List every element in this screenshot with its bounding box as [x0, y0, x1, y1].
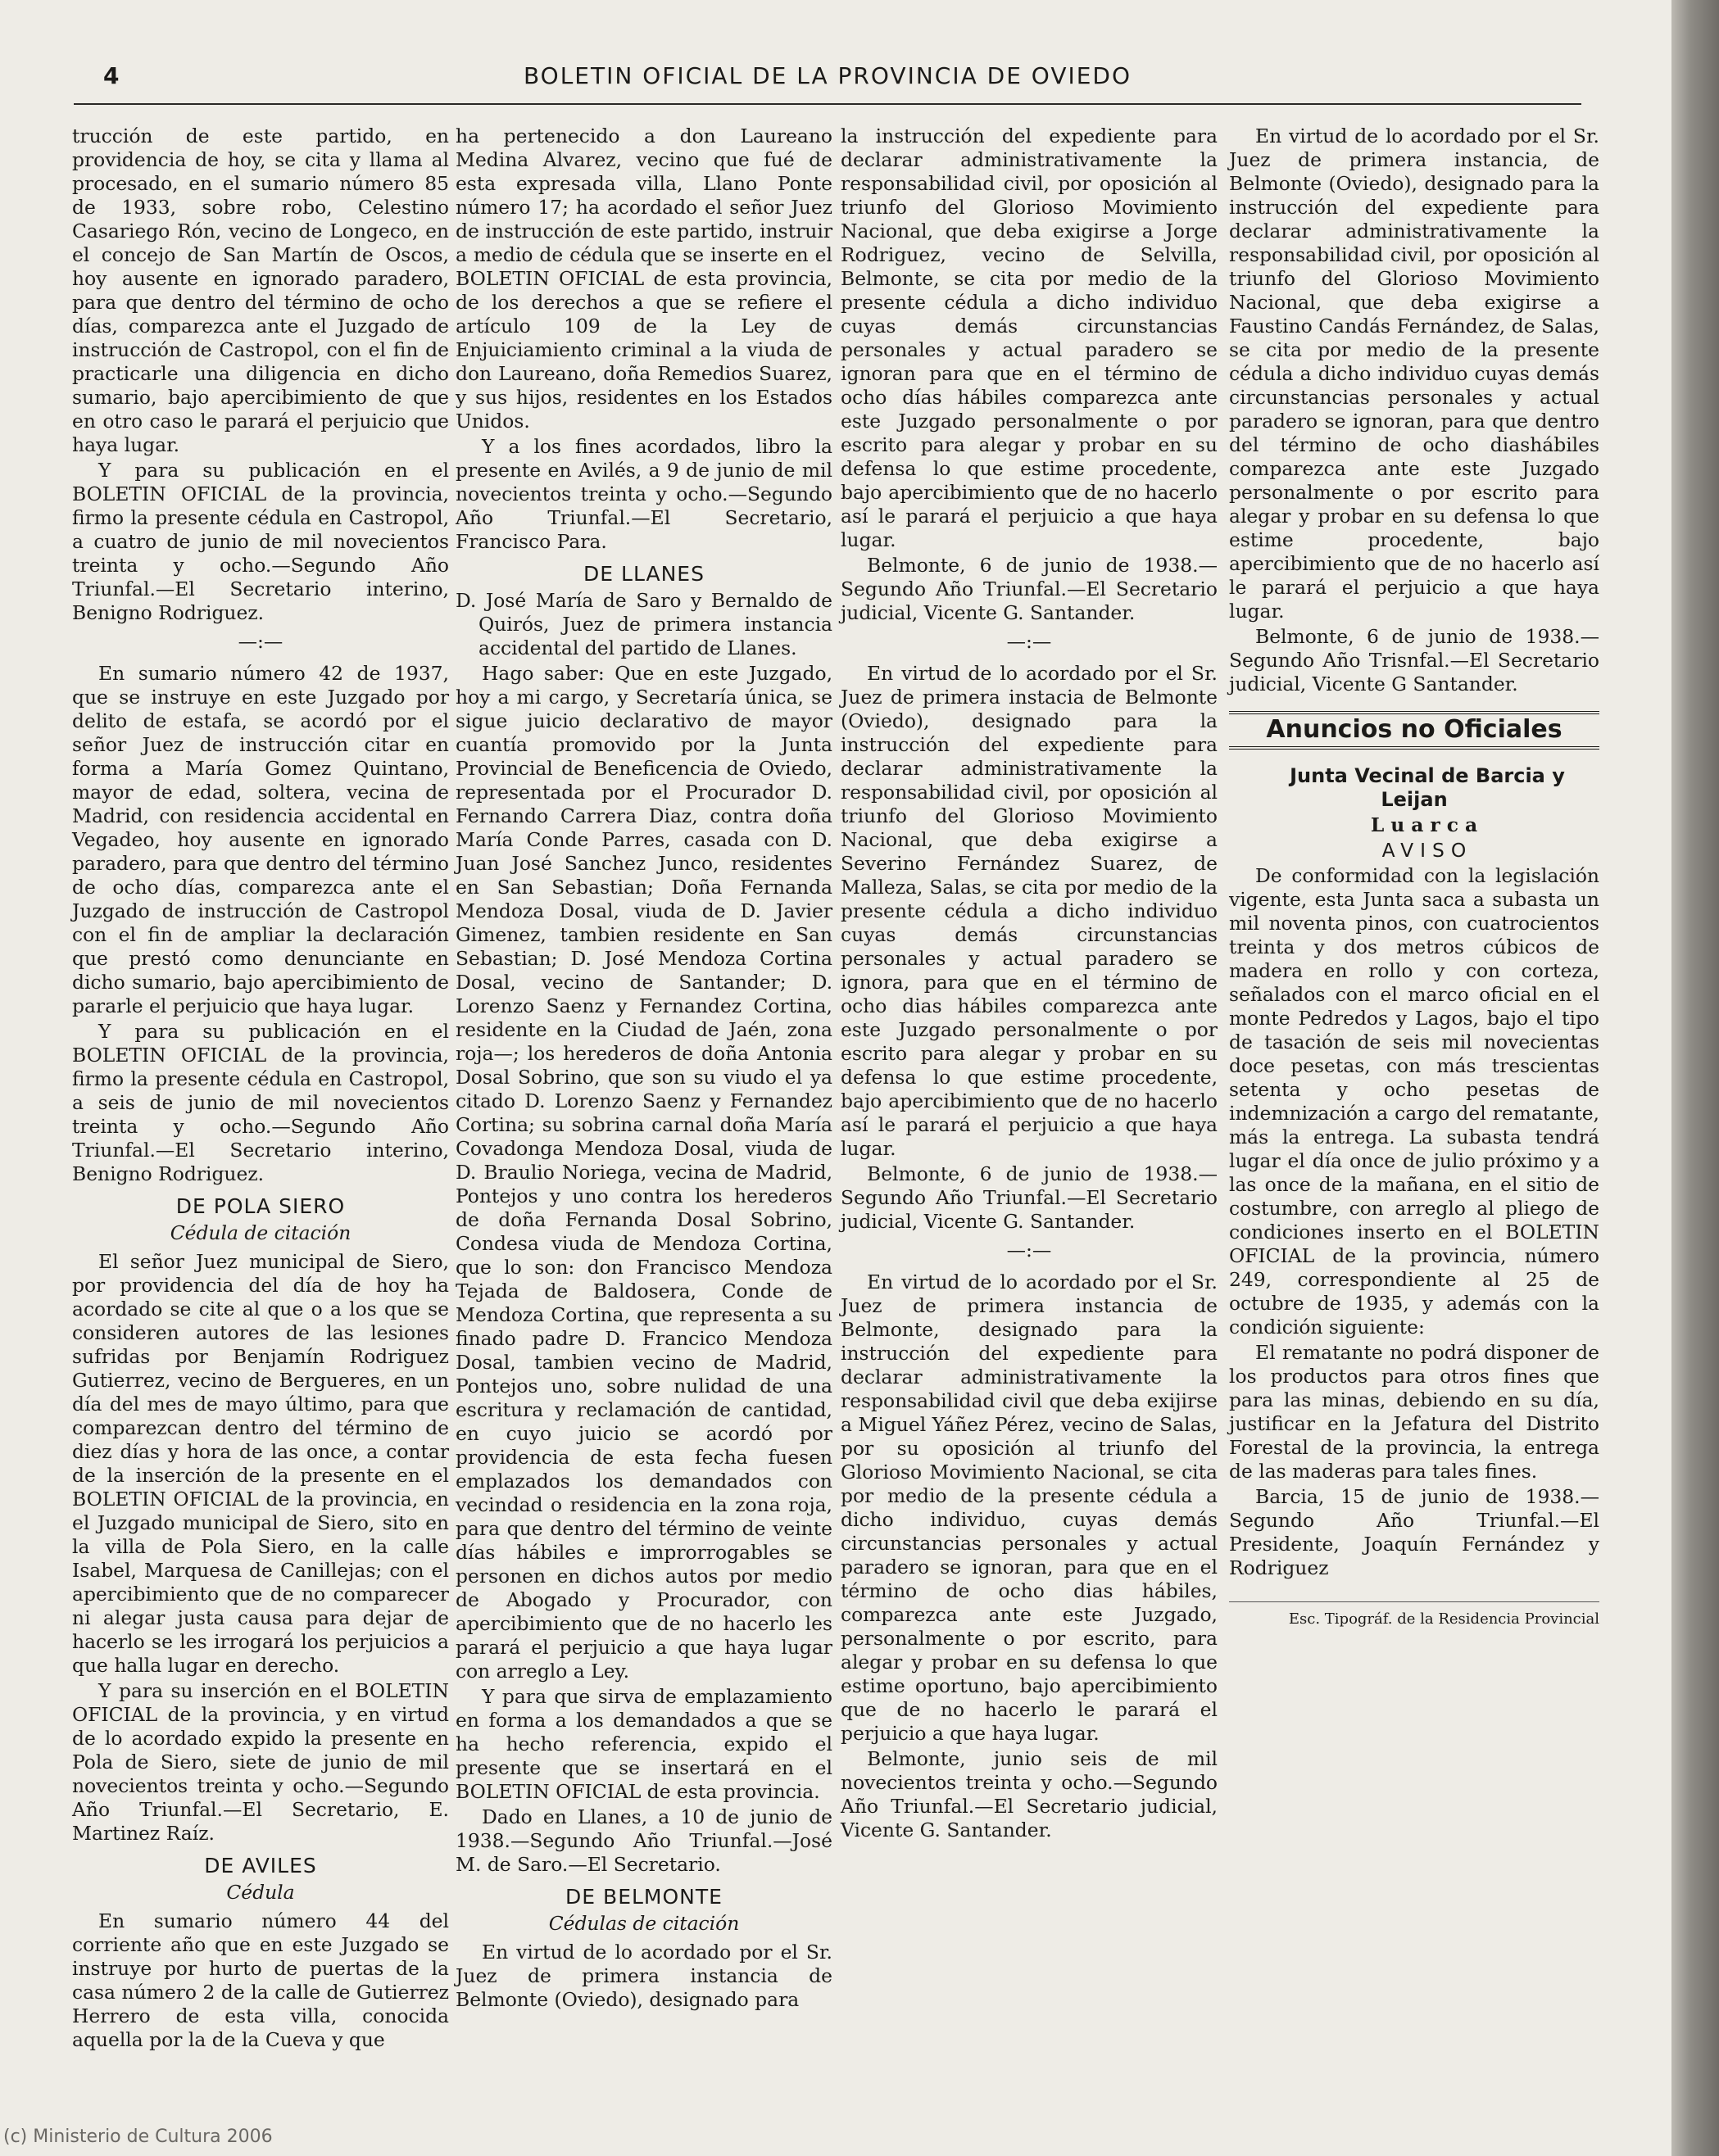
paragraph: En virtud de lo acordado por el Sr. Juez de primera instancia de Belmonte (Oviedo), designado para: [456, 1941, 832, 2011]
section-subheading: Cédula: [226, 1881, 295, 1904]
section-heading: DE LLANES: [583, 562, 705, 586]
notice-label: AVISO: [1381, 839, 1473, 862]
section-subheading: Cédulas de citación: [548, 1912, 740, 1935]
paragraph: Belmonte, junio seis de mil novecientos treinta y ocho.—Segundo Año Triunfal.—El Secretario judicial, Vicente G. Santander.: [841, 1747, 1218, 1841]
publication-title: BOLETIN OFICIAL DE LA PROVINCIA DE OVIEDO: [523, 62, 1132, 89]
paragraph: Belmonte, 6 de junio de 1938.—Segundo Año Triunfal.—El Secretario judicial, Vicente G. Santander.: [841, 1162, 1218, 1233]
paragraph: Y para su publicación en el BOLETIN OFICIAL de la provincia, firmo la presente cédula en Castropol, a cuatro de junio de mil novecientos treinta y ocho.—Segundo Año Triunfal.—El Secretario interino, Benigno Rodriguez.: [72, 459, 449, 624]
page-number: 4: [103, 62, 120, 89]
paragraph: Y a los fines acordados, libro la presente en Avilés, a 9 de junio de mil novecientos treinta y ocho.—Segundo Año Triunfal.—El Secretario, Francisco Para.: [456, 435, 832, 553]
section-subheading: Cédula de citación: [170, 1221, 352, 1244]
paragraph: El rematante no podrá disponer de los productos para otros fines que para las minas, debiendo en su día, justificar en la Jefatura del Distrito Forestal de la provincia, la entrega de las maderas para tales fines.: [1229, 1341, 1599, 1483]
section-heading: DE AVILES: [204, 1854, 317, 1877]
paragraph: Barcia, 15 de junio de 1938.—Segundo Año Triunfal.—El Presidente, Joaquín Fernández y Rodriguez: [1229, 1485, 1599, 1579]
column-2: [456, 125, 832, 2017]
section-heading: DE POLA SIERO: [175, 1194, 346, 1218]
paragraph: Dado en Llanes, a 10 de junio de 1938.—Segundo Año Triunfal.—José M. de Saro.—El Secretario.: [456, 1805, 832, 1876]
paragraph: En virtud de lo acordado por el Sr. Juez de primera instancia, de Belmonte (Oviedo), designado para la instrucción del expediente para declarar administrativamente la responsabilidad civil, por oposición al triunfo del Glorioso Movimiento Nacional, que deba exigirse a Faustino Candás Fernández, de Salas, se cita por medio de la presente cédula a dicho individuo cuyas demás circunstancias personales y actual paradero se ignoran, para que dentro del término de ocho diashábiles comparezca ante este Juzgado personalmente o por escrito para alegar y probar en su defensa lo que estime procedente, bajo apercibimiento que de no hacerlo así le parará el perjuicio a que haya lugar.: [1229, 125, 1599, 623]
paragraph: En virtud de lo acordado por el Sr. Juez de primera instacia de Belmonte (Oviedo), designado para la instrucción del expediente para declarar administrativamente la responsabilidad civil, por oposición al triunfo del Glorioso Movimiento Nacional, que deba exigirse a Severino Fernández Suarez, de Malleza, Salas, se cita por medio de la presente cédula a dicho individuo cuyas demás circunstancias personales y actual paradero se ignora, para que en el término de ocho dias hábiles comparezca ante este Juzgado personalmente o por escrito para alegar y probar en su defensa lo que estime procedente, bajo apercibimiento que de no hacerlo así le parará el perjuicio a que haya lugar.: [841, 662, 1218, 1160]
paragraph: D. José María de Saro y Bernaldo de Quirós, Juez de primera instancia accidental del partido de Llanes.: [456, 589, 832, 659]
paragraph: trucción de este partido, en providencia de hoy, se cita y llama al procesado, en el sumario número 85 de 1933, sobre robo, Celestino Casariego Rón, vecino de Longeco, en el concejo de San Martín de Oscos, hoy ausente en ignorado paradero, para que dentro del término de ocho días, comparezca ante el Juzgado de instrucción de Castropol, con el fin de practicarle una diligencia en dicho sumario, bajo apercibimiento de que en otro caso le parará el perjuicio que haya lugar.: [72, 125, 449, 456]
paragraph: De conformidad con la legislación vigente, esta Junta saca a subasta un mil noventa pinos, con cuatrocientos treinta y dos metros cúbicos de madera en rollo y con corteza, señalados con el marco oficial en el monte Pedredos y Lagos, bajo el tipo de tasación de seis mil novecientas doce pesetas, con más trescientas setenta y ocho pesetas de indemnización a cargo del rematante, más la entrega. La subasta tendrá lugar el día once de julio próximo y a las once de la mañana, en el sitio de costumbre, con arreglo al pliego de condiciones inserto en el BOLETIN OFICIAL de la provincia, número 249, correspondiente al 25 de octubre de 1935, y además con la condición siguiente:: [1229, 864, 1599, 1338]
paragraph: la instrucción del expediente para declarar administrativamente la responsabilidad civil, por oposición al triunfo del Glorioso Movimiento Nacional, que deba exigirse a Jorge Rodriguez, vecino de Selvilla, Belmonte, se cita por medio de la presente cédula a dicho individuo cuyas demás circunstancias personales y actual paradero se ignoran para que en el término de ocho días hábiles comparezca ante este Juzgado personalmente o por escrito para alegar y probar en su defensa lo que estime procedente, bajo apercibimiento que de no hacerlo así le parará el perjuicio a que haya lugar.: [841, 125, 1218, 551]
paragraph: Belmonte, 6 de junio de 1938.—Segundo Año Trisnfal.—El Secretario judicial, Vicente G Santander.: [1229, 625, 1599, 695]
paragraph: En virtud de lo acordado por el Sr. Juez de primera instancia de Belmonte, designado para la instrucción del expediente para declarar administrativamente la responsabilidad civil que deba exijirse a Miguel Yáñez Pérez, vecino de Salas, por su oposición al triunfo del Glorioso Movimiento Nacional, se cita por medio de la presente cédula a dicho individuo, cuyas demás circunstancias personales y actual paradero se ignoran, para que en el término de ocho dias hábiles, comparezca ante este Juzgado, personalmente o por escrito, para alegar y probar en su defensa lo que estime oportuno, bajo apercibimiento que de no hacerlo le parará el perjuicio a que haya lugar.: [841, 1270, 1218, 1745]
copyright-watermark: (c) Ministerio de Cultura 2006: [3, 2127, 273, 2147]
column-1: [72, 125, 449, 2051]
paragraph: En sumario número 42 de 1937, que se instruye en este Juzgado por delito de estafa, se acordó por el señor Juez de instrucción citar en forma a María Gomez Quintano, mayor de edad, soltera, vecina de Madrid, con residencia accidental en Vegadeo, hoy ausente en ignorado paradero, para que dentro del término de ocho días, comparezca ante el Juzgado de instrucción de Castropol con el fin de ampliar la declaración que prestó como denunciante en dicho sumario, bajo apercibimiento de pararle el perjuicio que haya lugar.: [72, 662, 449, 1017]
paragraph: El señor Juez municipal de Siero, por providencia del día de hoy ha acordado se cite al que o a los que se consideren autores de las lesiones sufridas por Benjamín Rodriguez Gutierrez, vecino de Bergueres, en un día del mes de mayo último, para que comparezcan dentro del término de diez días y hora de las once, a contar de la inserción de la presente en el BOLETIN OFICIAL de la provincia, en el Juzgado municipal de Siero, sito en la villa de Pola Siero, en la calle Isabel, Marquesa de Canillejas; con el apercibimiento que de no comparecer ni alegar justa causa para dejar de hacerlo se les irrogará los perjuicios a que halla lugar en derecho.: [72, 1250, 449, 1677]
separator: —:—: [1006, 630, 1052, 653]
separator: —:—: [1006, 1239, 1052, 1261]
paragraph: Y para su inserción en el BOLETIN OFICIAL de la provincia, y en virtud de lo acordado expido la presente en Pola de Siero, siete de junio de mil novecientos treinta y ocho.—Segundo Año Triunfal.—El Secretario, E. Martinez Raíz.: [72, 1679, 449, 1845]
separator: —:—: [238, 630, 283, 653]
divider: [1229, 711, 1599, 714]
place-name: Luarca: [1370, 813, 1485, 836]
page-header: [74, 59, 1581, 105]
paragraph: En sumario número 44 del corriente año que en este Juzgado se instruye por hurto de puertas de la casa número 2 de la calle de Gutierrez Herrero de esta villa, conocida aquella por la de la Cueva y que: [72, 1909, 449, 2051]
paragraph: Belmonte, 6 de junio de 1938.—Segundo Año Triunfal.—El Secretario judicial, Vicente G. Santander.: [841, 554, 1218, 624]
printer-imprint: Esc. Tipográf. de la Residencia Provincial: [1229, 1601, 1599, 1631]
organization-name: Junta Vecinal de Barcia y Leijan: [1290, 764, 1565, 811]
paragraph: Hago saber: Que en este Juzgado, hoy a mi cargo, y Secretaría única, se sigue juicio declarativo de mayor cuantía promovido por la Junta Provincial de Beneficencia de Oviedo, representada por el Procurador D. Fernando Carrera Diaz, contra doña María Conde Parres, casada con D. Juan José Sanchez Junco, residentes en San Sebastian; Doña Fernanda Mendoza Dosal, viuda de D. Javier Gimenez, tambien residente en San Sebastian; D. José Mendoza Cortina Dosal, vecino de Santander; D. Lorenzo Saenz y Fernandez Cortina, residente en la Ciudad de Jaén, zona roja—; los herederos de doña Antonia Dosal Sobrino, que son su viudo el ya citado D. Lorenzo Saenz y Fernandez Cortina; su sobrina carnal doña María Covadonga Mendoza Dosal, viuda de D. Braulio Noriega, vecina de Madrid, Pontejos y uno contra los herederos de doña Fernanda Dosal Sobrino, Condesa viuda de Mendoza Cortina, que lo son: don Francisco Mendoza Tejada de Baldosera, Conde de Mendoza Cortina, que representa a su finado padre D. Francico Mendoza Dosal, tambien vecino de Madrid, Pontejos uno, sobre nulidad de una escritura y reclamación de cantidad, en cuyo juicio se acordó por providencia de esta fecha fuesen emplazados los demandados con vecindad o residencia en la zona roja, para que dentro del término de veinte días hábiles e improrrogables se personen en dichos autos por medio de Abogado y Procurador, con apercibimiento que de no hacerlo les parará el perjuicio a que haya lugar con arreglo a Ley.: [456, 662, 832, 1683]
announcements-heading: Anuncios no Oficiales: [1266, 715, 1563, 744]
column-3: [841, 125, 1218, 2017]
paragraph: Y para su publicación en el BOLETIN OFICIAL de la provincia, firmo la presente cédula en Castropol, a seis de junio de mil novecientos treinta y ocho.—Segundo Año Triunfal.—El Secretario interino, Benigno Rodriguez.: [72, 1020, 449, 1185]
section-heading: DE BELMONTE: [565, 1885, 723, 1909]
page-edge-shadow: [1671, 0, 1719, 2156]
column-4: [1229, 125, 1599, 2017]
divider: [1229, 746, 1599, 750]
paragraph: Y para que sirva de emplazamiento en forma a los demandados a que se ha hecho referencia, expido el presente que se insertará en el BOLETIN OFICIAL de esta provincia.: [456, 1685, 832, 1803]
paragraph: ha pertenecido a don Laureano Medina Alvarez, vecino que fué de esta expresada villa, Llano Ponte número 17; ha acordado el señor Juez de instrucción de este partido, instruir a medio de cédula que se inserte en el BOLETIN OFICIAL de esta provincia, de los derechos a que se refiere el artículo 109 de la Ley de Enjuiciamiento criminal a la viuda de don Laureano, doña Remedios Suarez, y sus hijos, residentes en los Estados Unidos.: [456, 125, 832, 433]
